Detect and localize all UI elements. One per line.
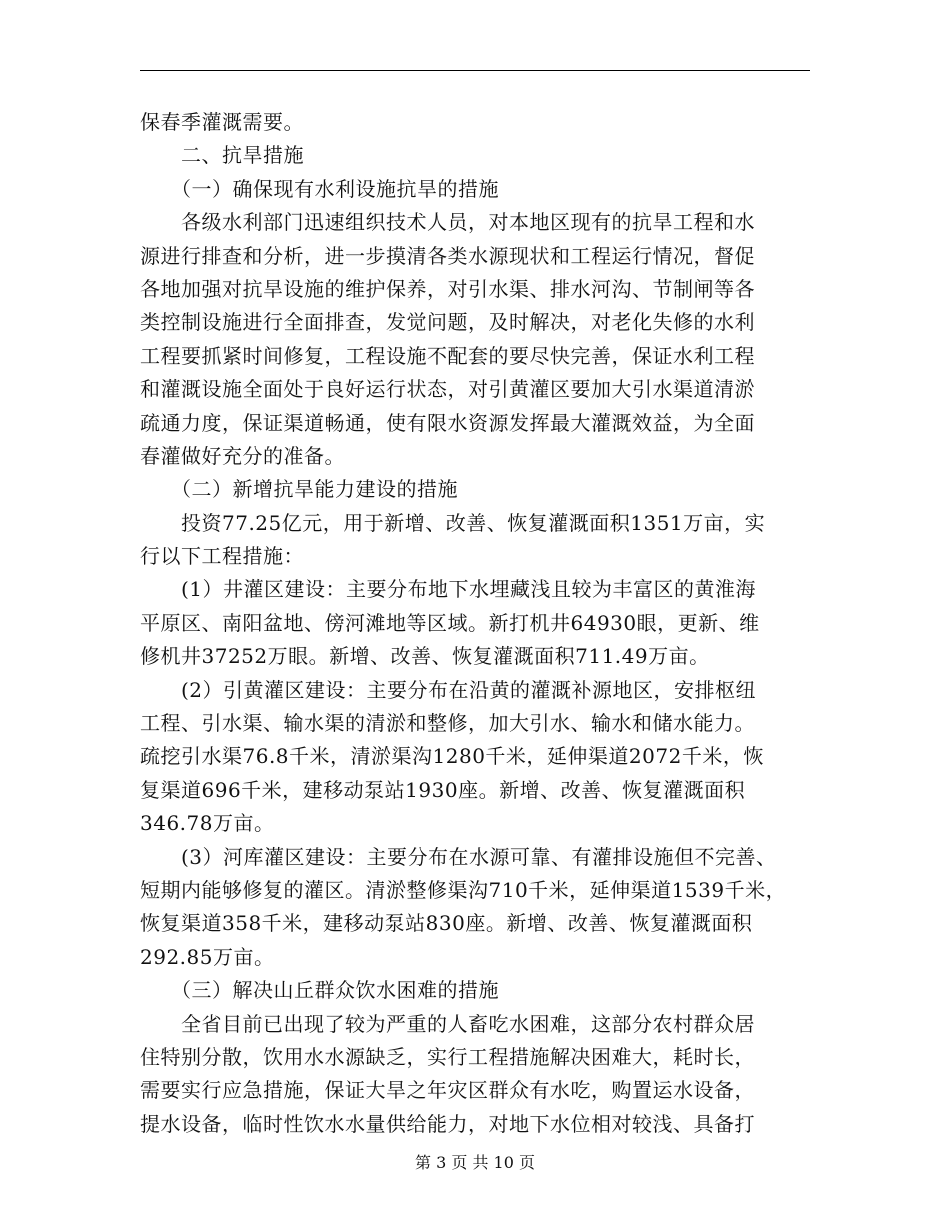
text-line: 春灌做好充分的准备。 — [140, 443, 345, 468]
text-line: 住特别分散，饮用水水源缺乏，实行工程措施解决困难大，耗时长， — [140, 1044, 755, 1069]
text-line: 保春季灌溉需要。 — [140, 110, 304, 134]
section-heading: 二、抗旱措施 — [140, 143, 304, 168]
subsection-heading: （二）新增抗旱能力建设的措施 — [140, 477, 458, 502]
text-line: 疏挖引水渠76.8千米，清淤渠沟1280千米，延伸渠道2072千米，恢 — [140, 744, 764, 769]
text-line: 投资77.25亿元，用于新增、改善、恢复灌溉面积1351万亩，实 — [140, 510, 766, 535]
text-line: 各级水利部门迅速组织技术人员，对本地区现有的抗旱工程和水 — [140, 210, 755, 235]
text-line: 提水设备，临时性饮水水量供给能力，对地下水位相对较浅、具备打 — [140, 1111, 755, 1136]
text-line: 292.85万亩。 — [140, 944, 275, 969]
text-line: 工程、引水渠、输水渠的清淤和整修，加大引水、输水和储水能力。 — [140, 711, 755, 736]
text-line: 和灌溉设施全面处于良好运行状态，对引黄灌区要加大引水渠道清淤 — [140, 377, 755, 402]
document-body — [140, 106, 812, 1141]
text-line: (1）井灌区建设：主要分布地下水埋藏浅且较为丰富区的黄淮海 — [140, 577, 757, 602]
page-footer: 第 3 页 共 10 页 — [415, 1153, 535, 1172]
text-line: 需要实行应急措施，保证大旱之年灾区群众有水吃，购置运水设备， — [140, 1078, 755, 1103]
text-line: (2）引黄灌区建设：主要分布在沿黄的灌溉补源地区，安排枢纽 — [140, 677, 757, 702]
text-line: 平原区、南阳盆地、傍河滩地等区域。新打机井64930眼，更新、维 — [140, 610, 760, 635]
text-line: 346.78万亩。 — [140, 811, 275, 836]
text-line: 类控制设施进行全面排查，发觉问题，及时解决，对老化失修的水利 — [140, 310, 755, 335]
text-line: 行以下工程措施： — [140, 544, 304, 569]
text-line: 全省目前已出现了较为严重的人畜吃水困难，这部分农村群众居 — [140, 1011, 755, 1036]
text-line: 疏通力度，保证渠道畅通，使有限水资源发挥最大灌溉效益，为全面 — [140, 410, 755, 435]
text-line: 短期内能够修复的灌区。清淤整修渠沟710千米，延伸渠道1539千米， — [140, 877, 787, 902]
text-line: 复渠道696千米，建移动泵站1930座。新增、改善、恢复灌溉面积 — [140, 777, 746, 802]
text-line: 各地加强对抗旱设施的维护保养，对引水渠、排水河沟、节制闸等各 — [140, 276, 755, 301]
header-rule — [140, 70, 810, 71]
text-line: 工程要抓紧时间修复，工程设施不配套的要尽快完善，保证水利工程 — [140, 343, 755, 368]
text-line: (3）河库灌区建设：主要分布在水源可靠、有灌排设施但不完善、 — [140, 844, 777, 869]
text-line: 恢复渠道358千米，建移动泵站830座。新增、改善、恢复灌溉面积 — [140, 911, 753, 936]
subsection-heading: （一）确保现有水利设施抗旱的措施 — [140, 176, 499, 201]
text-line: 源进行排查和分析，进一步摸清各类水源现状和工程运行情况，督促 — [140, 243, 755, 268]
subsection-heading: （三）解决山丘群众饮水困难的措施 — [140, 978, 499, 1003]
text-line: 修机井37252万眼。新增、改善、恢复灌溉面积711.49万亩。 — [140, 644, 710, 669]
